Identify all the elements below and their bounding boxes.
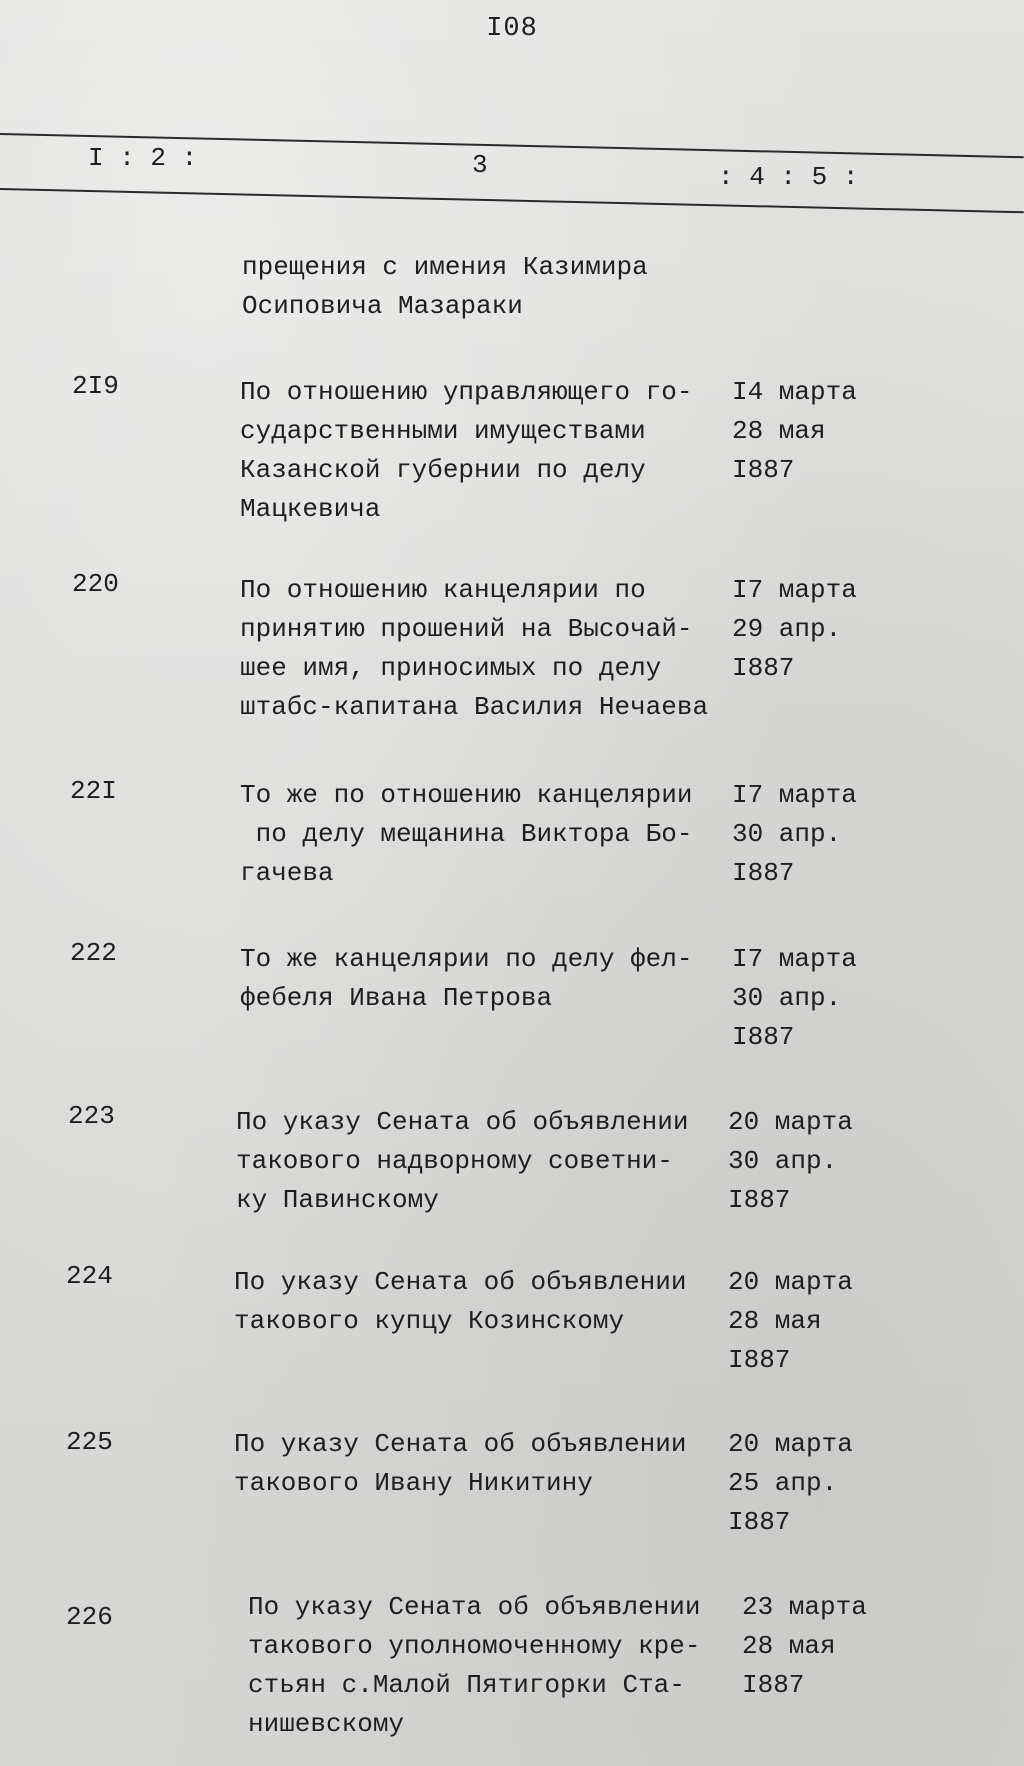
date-end: 30 апр. bbox=[728, 1146, 838, 1176]
description-line: То же канцелярии по делу фел- bbox=[240, 944, 693, 974]
date-start: I4 марта bbox=[732, 377, 857, 407]
entry-description bbox=[240, 373, 800, 529]
entry-number: 2I9 bbox=[72, 371, 119, 401]
description-line: прещения с имения Казимира bbox=[242, 252, 648, 282]
description-line: сударственными имуществами bbox=[240, 416, 646, 446]
entry-number: 222 bbox=[70, 938, 117, 968]
continuation-description bbox=[242, 248, 802, 326]
entry-description bbox=[236, 1103, 796, 1220]
column-header-1-2: I : 2 : bbox=[88, 143, 198, 173]
entry-description bbox=[240, 571, 800, 727]
entry-description bbox=[248, 1588, 808, 1744]
entry-dates bbox=[732, 940, 892, 1057]
date-year: I887 bbox=[732, 1022, 795, 1052]
date-year: I887 bbox=[732, 858, 795, 888]
entry-description bbox=[234, 1263, 794, 1341]
description-line: стьян с.Малой Пятигорки Ста- bbox=[248, 1670, 685, 1700]
page-number: I08 bbox=[486, 14, 538, 44]
description-line: принятию прошений на Высочай- bbox=[240, 614, 693, 644]
date-start: 20 марта bbox=[728, 1267, 853, 1297]
description-line: такового уполномоченному кре- bbox=[248, 1631, 701, 1661]
entry-dates bbox=[742, 1588, 902, 1705]
column-header-4-5: : 4 : 5 : bbox=[718, 162, 859, 192]
entry-number: 224 bbox=[66, 1261, 113, 1291]
description-line: По отношению канцелярии по bbox=[240, 575, 646, 605]
description-line: такового Ивану Никитину bbox=[234, 1468, 593, 1498]
date-start: I7 марта bbox=[732, 944, 857, 974]
entry-description bbox=[240, 776, 800, 893]
description-line: шее имя, приносимых по делу bbox=[240, 653, 662, 683]
date-start: 20 марта bbox=[728, 1107, 853, 1137]
entry-description bbox=[234, 1425, 794, 1503]
description-line: гачева bbox=[240, 858, 334, 888]
entry-number: 225 bbox=[66, 1427, 113, 1457]
entry-dates bbox=[728, 1263, 888, 1380]
column-header-3: 3 bbox=[472, 150, 488, 180]
entry-description bbox=[240, 940, 800, 1018]
date-end: 30 апр. bbox=[732, 819, 842, 849]
date-end: 28 мая bbox=[732, 416, 826, 446]
entry-dates bbox=[732, 571, 892, 688]
description-line: По отношению управляющего го- bbox=[240, 377, 693, 407]
description-line: такового купцу Козинскому bbox=[234, 1306, 625, 1336]
entry-dates bbox=[732, 776, 892, 893]
date-start: I7 марта bbox=[732, 780, 857, 810]
date-end: 30 апр. bbox=[732, 983, 842, 1013]
description-line: такового надворному советни- bbox=[236, 1146, 673, 1176]
description-line: По указу Сената об объявлении bbox=[236, 1107, 689, 1137]
date-year: I887 bbox=[728, 1507, 791, 1537]
description-line: Мацкевича bbox=[240, 494, 381, 524]
description-line: По указу Сената об объявлении bbox=[234, 1267, 687, 1297]
date-year: I887 bbox=[732, 653, 795, 683]
date-start: 23 марта bbox=[742, 1592, 867, 1622]
description-line: По указу Сената об объявлении bbox=[248, 1592, 701, 1622]
description-line: по делу мещанина Виктора Бо- bbox=[240, 819, 693, 849]
date-year: I887 bbox=[728, 1345, 791, 1375]
date-start: 20 марта bbox=[728, 1429, 853, 1459]
description-line: нишевскому bbox=[248, 1709, 405, 1739]
description-line: Осиповича Мазараки bbox=[242, 291, 523, 321]
date-end: 28 мая bbox=[742, 1631, 836, 1661]
date-end: 29 апр. bbox=[732, 614, 842, 644]
description-line: ку Павинскому bbox=[236, 1185, 439, 1215]
entry-dates bbox=[728, 1425, 888, 1542]
entry-number: 226 bbox=[66, 1602, 113, 1632]
header-rule-bottom bbox=[0, 188, 1024, 213]
description-line: То же по отношению канцелярии bbox=[240, 780, 693, 810]
entry-dates bbox=[728, 1103, 888, 1220]
date-year: I887 bbox=[742, 1670, 805, 1700]
date-year: I887 bbox=[728, 1185, 791, 1215]
description-line: фебеля Ивана Петрова bbox=[240, 983, 553, 1013]
date-end: 28 мая bbox=[728, 1306, 822, 1336]
date-year: I887 bbox=[732, 455, 795, 485]
entry-number: 22I bbox=[70, 776, 117, 806]
date-end: 25 апр. bbox=[728, 1468, 838, 1498]
date-start: I7 марта bbox=[732, 575, 857, 605]
description-line: штабс-капитана Василия Нечаева bbox=[240, 692, 709, 722]
entry-number: 220 bbox=[72, 569, 119, 599]
description-line: По указу Сената об объявлении bbox=[234, 1429, 687, 1459]
entry-number: 223 bbox=[68, 1101, 115, 1131]
entry-dates bbox=[732, 373, 892, 490]
description-line: Казанской губернии по делу bbox=[240, 455, 646, 485]
